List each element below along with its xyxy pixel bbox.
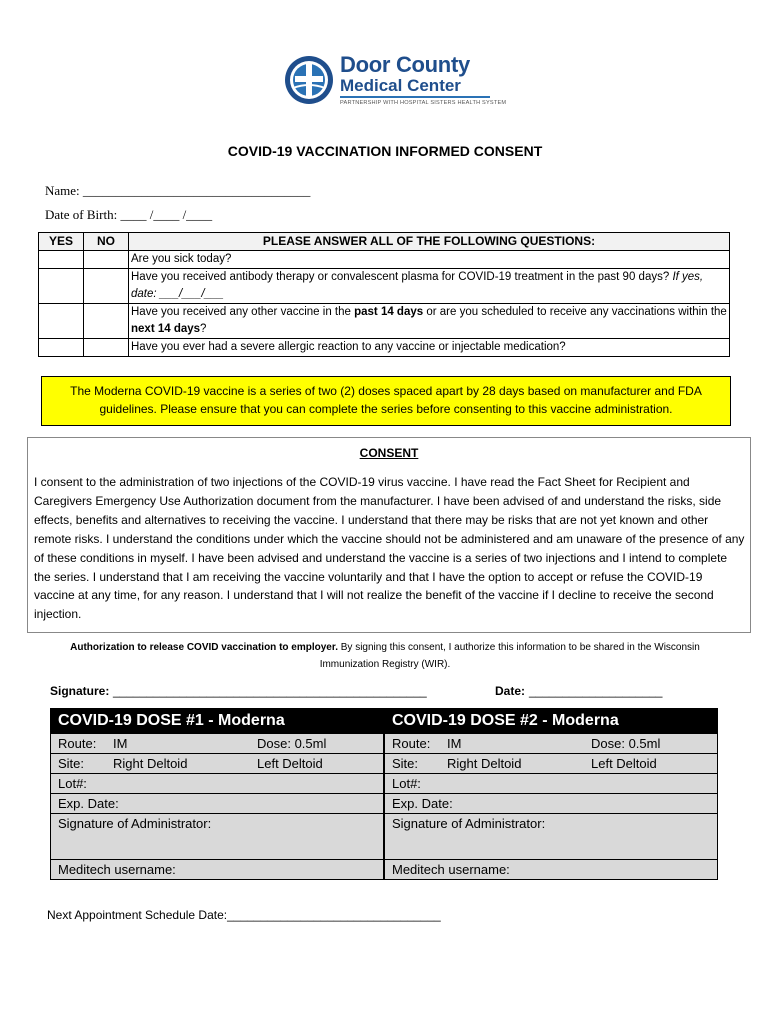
name-field[interactable]: Name: ___________________________________	[45, 183, 311, 198]
consent-text: I consent to the administration of two injections of the COVID-19 virus vaccine. I have read the Fact Sheet for Recipient and Caregivers Emergency Use Authorization document from the manufacturer. I have been advised of and understand the risks, side effects, benefits and alternatives to receiving the vaccine. I understand that there may be risks that are not yet known and other remote risks. I understand the conditions under which the vaccine should not be administered and am unaware of the presence of any of these conditions in myself. I have been advised and understand the vaccine is a series of two injections and I intend to complete the series. I understand that I am receiving the vaccine voluntarily and that I have the option to accept or refuse the COVID-19 vaccine at any time, for any reason. I understand that I will not realize the benefit of the vaccine if I decline to receive the second injection.	[34, 475, 745, 622]
dose-1-left-deltoid-option[interactable]: Left Deltoid	[257, 756, 323, 771]
signature-label: Signature:	[50, 684, 110, 698]
signature-date-label: Date:	[495, 684, 526, 698]
question-row	[39, 304, 730, 339]
next-appointment-field[interactable]: Next Appointment Schedule Date:________________________________	[47, 908, 441, 922]
dose-1-exp-date-field[interactable]: Exp. Date:	[51, 793, 383, 813]
no-checkbox[interactable]	[84, 339, 129, 357]
logo-tagline: PARTNERSHIP WITH HOSPITAL SISTERS HEALTH SYSTEM	[340, 100, 507, 106]
question-allergic-reaction: Have you ever had a severe allergic reaction to any vaccine or injectable medication?	[129, 339, 730, 357]
date-of-birth-field[interactable]: Date of Birth: ____ /____ /____	[45, 207, 213, 222]
dose-1-site-row: Site: Right Deltoid Left Deltoid	[51, 753, 383, 773]
dose-1-right-deltoid-option[interactable]: Right Deltoid	[113, 756, 188, 771]
dose-1-lot-field[interactable]: Lot#:	[51, 773, 383, 793]
logo-name-line2: Medical Center	[340, 76, 461, 95]
dose-1-route-row: Route: IM Dose: 0.5ml	[51, 733, 383, 753]
dose-2-left-deltoid-option[interactable]: Left Deltoid	[591, 756, 657, 771]
question-row	[39, 251, 730, 269]
no-checkbox[interactable]	[84, 251, 129, 269]
dose-2-exp-date-field[interactable]: Exp. Date:	[385, 793, 717, 813]
document-title: COVID-19 VACCINATION INFORMED CONSENT	[227, 143, 543, 159]
dose-1-panel	[50, 708, 384, 880]
screening-questions-table	[38, 232, 730, 357]
consent-heading: CONSENT	[359, 446, 419, 460]
signature-date-field[interactable]: ____________________	[529, 684, 663, 698]
yes-checkbox[interactable]	[39, 269, 84, 304]
dose-2-right-deltoid-option[interactable]: Right Deltoid	[447, 756, 522, 771]
no-column-header: NO	[84, 233, 129, 251]
logo-name-line1: Door County	[340, 52, 470, 77]
dose-1-admin-signature-field[interactable]: Signature of Administrator:	[51, 813, 383, 859]
moderna-series-notice: The Moderna COVID-19 vaccine is a series of two (2) doses spaced apart by 28 days based on manufacturer and FDA guidelines. Please ensure that you can complete the series before consenting to this vaccine administration.	[41, 376, 731, 426]
logo-divider	[340, 96, 490, 98]
dose-2-site-row: Site: Right Deltoid Left Deltoid	[385, 753, 717, 773]
dose-2-lot-field[interactable]: Lot#:	[385, 773, 717, 793]
signature-field[interactable]: _______________________________________________	[113, 684, 427, 698]
question-sick-today: Are you sick today?	[129, 251, 730, 269]
question-row	[39, 339, 730, 357]
dose-2-panel	[384, 708, 718, 880]
no-checkbox[interactable]	[84, 304, 129, 339]
no-checkbox[interactable]	[84, 269, 129, 304]
dose-1-title: COVID-19 DOSE #1 - Moderna	[51, 709, 383, 733]
dose-1-meditech-field[interactable]: Meditech username:	[51, 859, 383, 879]
question-row	[39, 269, 730, 304]
question-antibody-therapy: Have you received antibody therapy or convalescent plasma for COVID-19 treatment in the past 90 days? If yes, date: ___/___/___	[129, 269, 730, 304]
yes-column-header: YES	[39, 233, 84, 251]
questions-header: PLEASE ANSWER ALL OF THE FOLLOWING QUESTIONS:	[129, 233, 730, 251]
antibody-date-field: If yes, date: ___/___/___	[131, 271, 704, 300]
yes-checkbox[interactable]	[39, 304, 84, 339]
dose-2-admin-signature-field[interactable]: Signature of Administrator:	[385, 813, 717, 859]
dose-2-route-row: Route: IM Dose: 0.5ml	[385, 733, 717, 753]
authorization-statement: Authorization to release COVID vaccination to employer. By signing this consent, I authorize this information to be shared in the Wisconsin Immunization Registry (WIR).	[70, 642, 700, 670]
question-other-vaccine: Have you received any other vaccine in the past 14 days or are you scheduled to receive any vaccinations within the next 14 days?	[129, 304, 730, 339]
yes-checkbox[interactable]	[39, 251, 84, 269]
dose-2-meditech-field[interactable]: Meditech username:	[385, 859, 717, 879]
dose-2-title: COVID-19 DOSE #2 - Moderna	[385, 709, 717, 733]
yes-checkbox[interactable]	[39, 339, 84, 357]
